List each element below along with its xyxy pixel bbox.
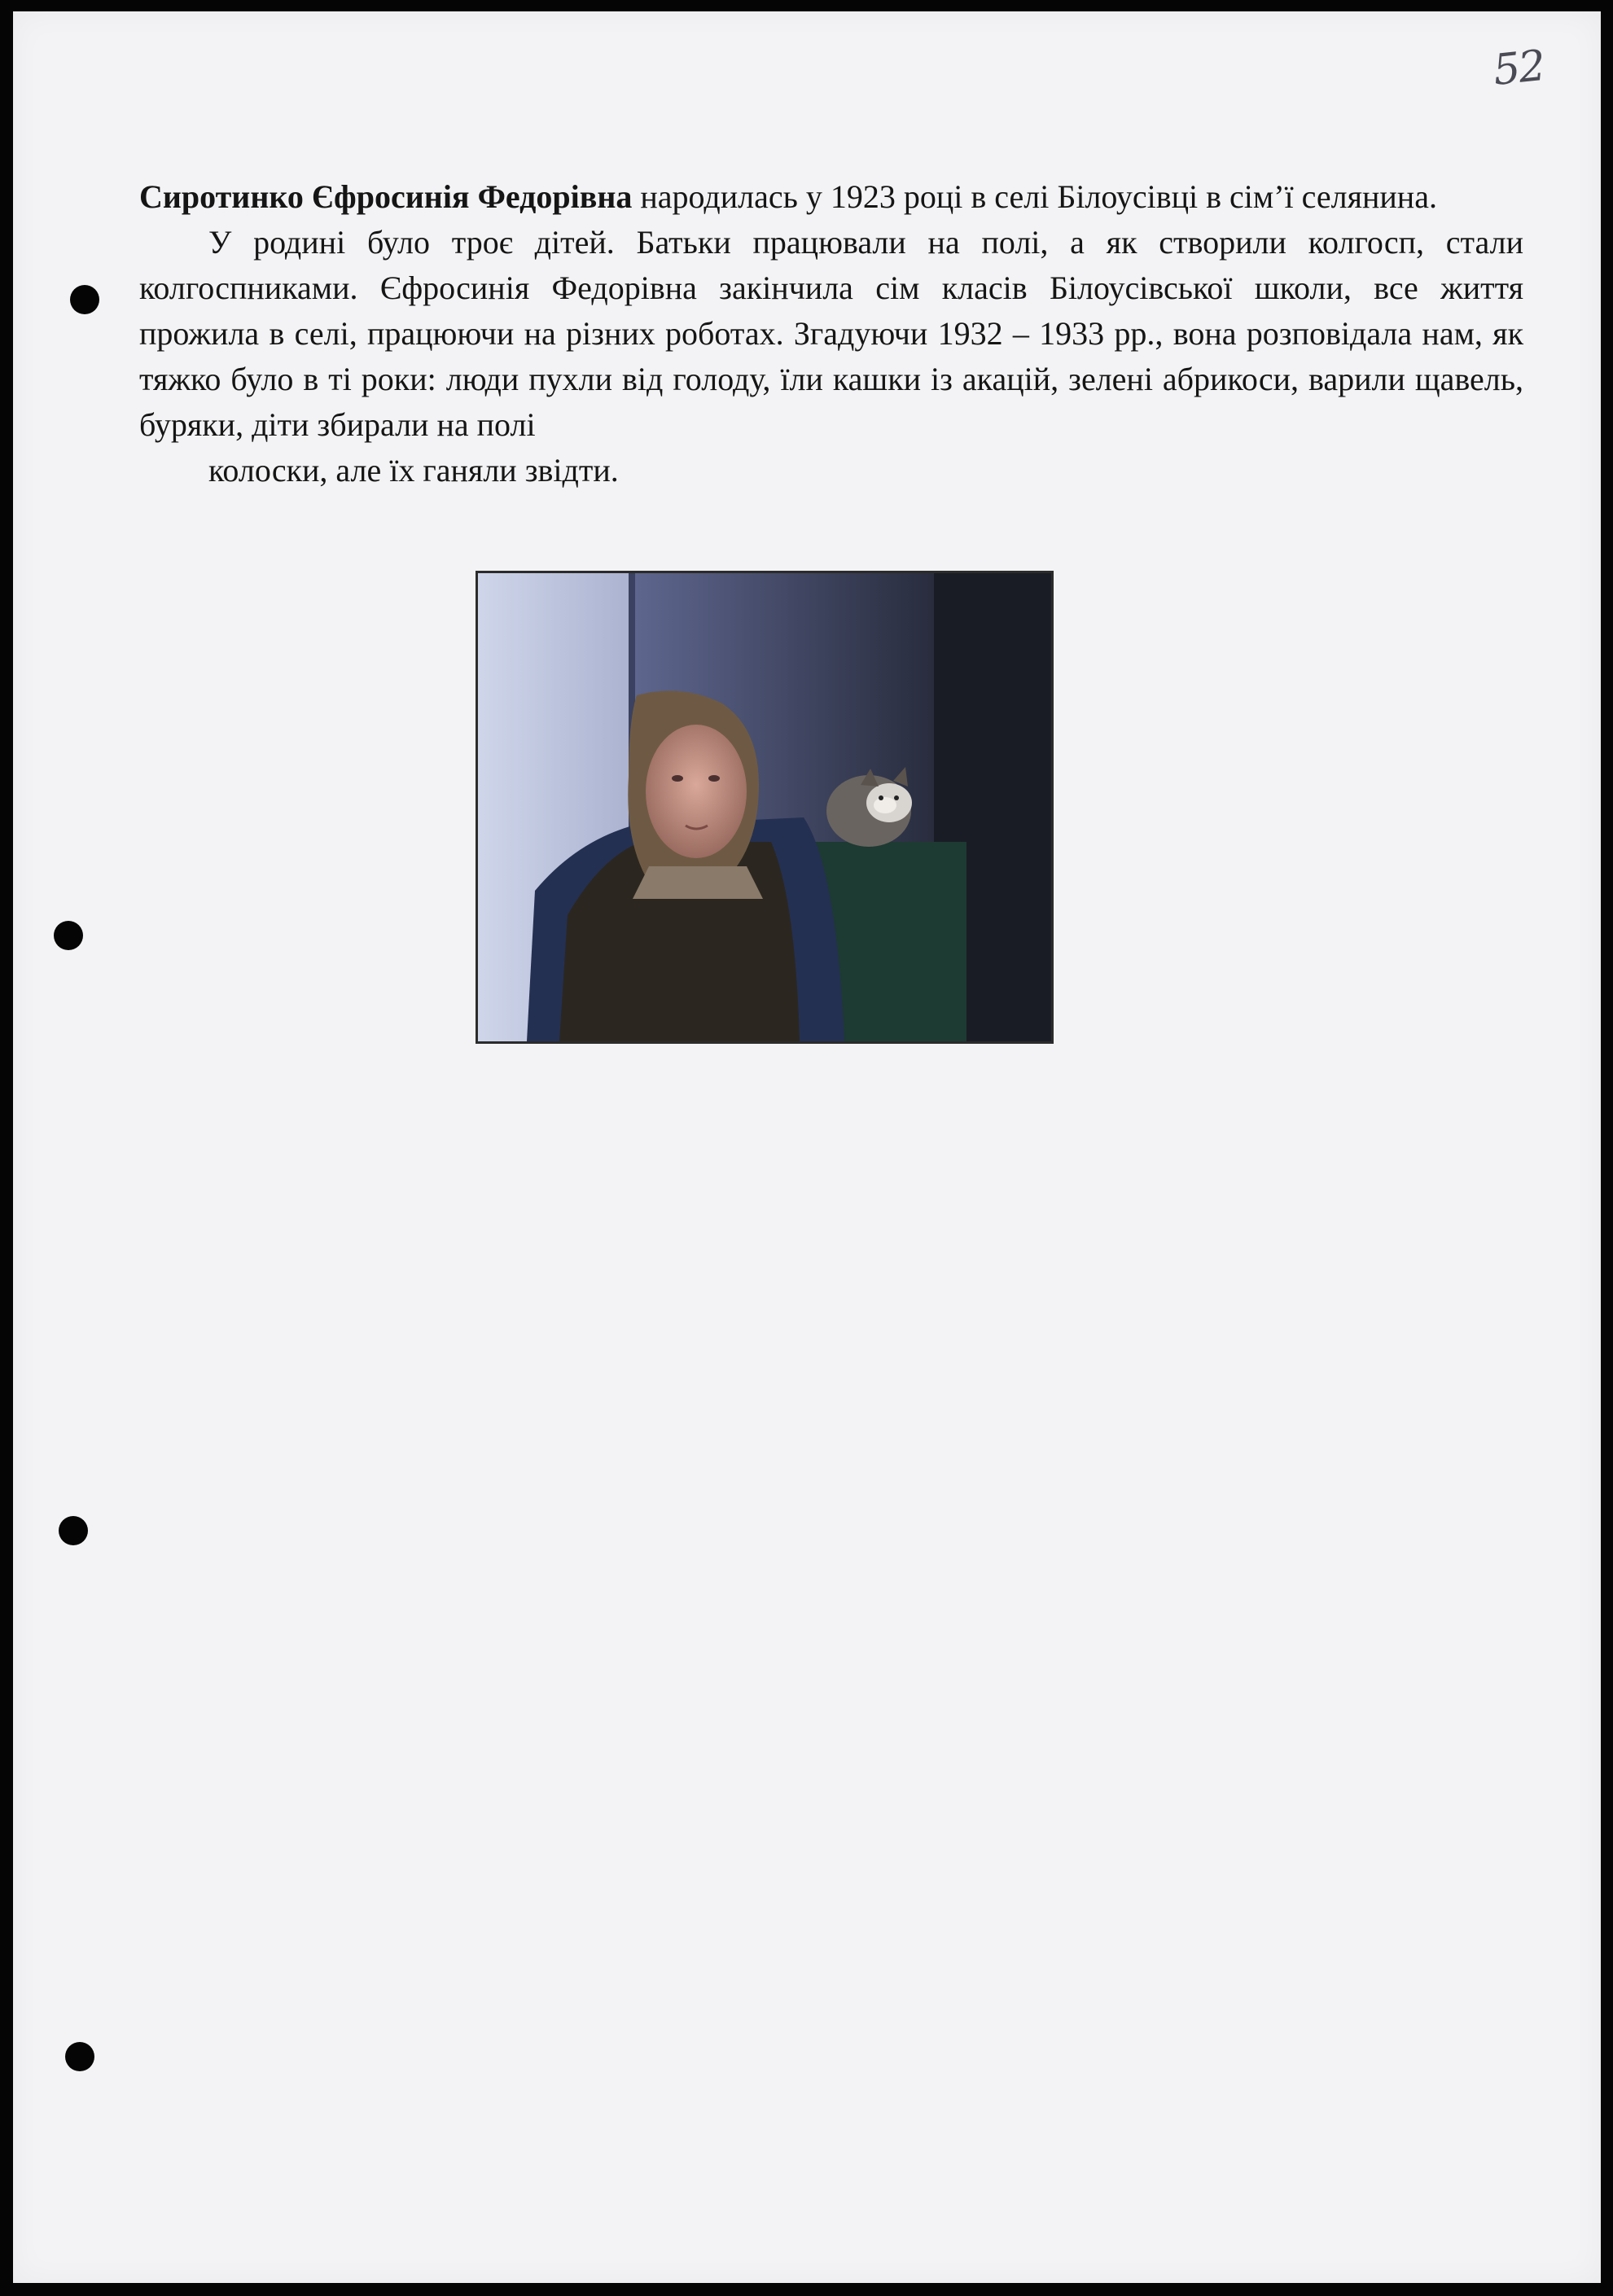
- punch-hole-3: [59, 1516, 88, 1545]
- handwritten-page-number: 52: [1491, 41, 1547, 96]
- intro-text: народилась у 1923 році в селі Білоусівці в сім’ї селянина.: [632, 178, 1437, 215]
- portrait-photo: [476, 571, 1054, 1044]
- paragraph-memories: У родині було троє дітей. Батьки працювали на полі, а як створили колгосп, стали колгоспниками. Єфросинія Федорівна закінчила сім класів Білоусівської школи, все життя прожила в селі, працюючи на різних роботах. Згадуючи 1932 – 1933 рр., вона розповідала нам, як тяжко було в ті роки: люди пухли від голоду, їли кашки із акацій, зелені абрикоси, варили щавель, буряки, діти збирали на полі: [139, 224, 1523, 443]
- punch-hole-2: [54, 921, 83, 950]
- paragraph-memories-last-line: колоски, але їх ганяли звідти.: [208, 452, 619, 489]
- person-name: Сиротинко Єфросинія Федорівна: [139, 178, 633, 215]
- punch-hole-1: [70, 285, 99, 314]
- document-body: [139, 174, 1523, 493]
- paragraph-intro: [139, 174, 1523, 220]
- paper-sheet: [13, 11, 1601, 2283]
- punch-hole-4: [65, 2042, 94, 2071]
